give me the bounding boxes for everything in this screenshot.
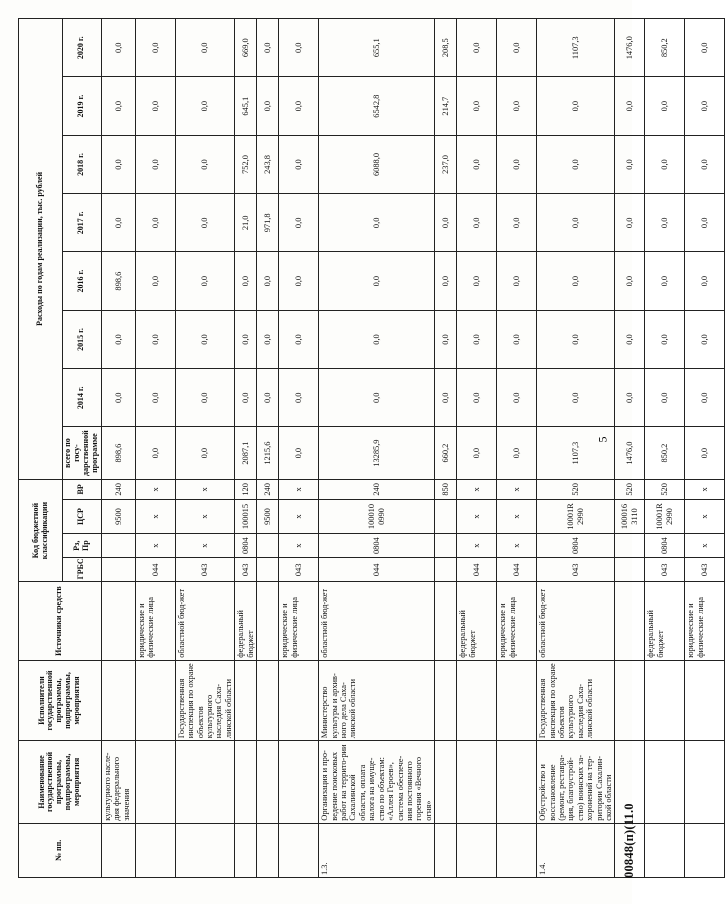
cell-vr: х xyxy=(685,479,725,499)
cell-total: 0,0 xyxy=(135,427,175,479)
cell-name xyxy=(685,741,725,823)
cell-num xyxy=(257,823,279,877)
cell-name xyxy=(457,741,497,823)
cell-executor xyxy=(497,660,537,740)
cell-num: 1.3. xyxy=(319,823,435,877)
cell-csr: 9500 xyxy=(101,499,135,533)
cell-year-value: 0,0 xyxy=(175,369,234,427)
cell-csr: х xyxy=(279,499,319,533)
cell-csr: х xyxy=(685,499,725,533)
cell-year-value: 0,0 xyxy=(457,369,497,427)
cell-year-value: 0,0 xyxy=(319,369,435,427)
cell-year-value: 0,0 xyxy=(135,369,175,427)
cell-year-value: 0,0 xyxy=(435,310,457,368)
table-row xyxy=(101,19,135,878)
cell-name: Организация и про-ведение поисковых работ на террито-рии Сахалинской области, оплата налога на имуще-ство по объектам: «Аллея Героев», система обеспече-ния постоянного горения «Вечного огня» xyxy=(319,741,435,823)
cell-year-value: 0,0 xyxy=(537,194,615,252)
cell-year-value: 0,0 xyxy=(175,310,234,368)
cell-year-value: 0,0 xyxy=(497,310,537,368)
header-vr: ВР xyxy=(63,479,102,499)
cell-executor xyxy=(135,660,175,740)
cell-year-value: 0,0 xyxy=(497,369,537,427)
cell-name xyxy=(435,741,457,823)
table-row xyxy=(257,19,279,878)
cell-num xyxy=(645,823,685,877)
cell-year-value: 0,0 xyxy=(457,135,497,193)
cell-total: 0,0 xyxy=(457,427,497,479)
cell-name: культурного насле-дия федерального значения xyxy=(101,741,135,823)
cell-vr: 520 xyxy=(615,479,645,499)
cell-executor xyxy=(279,660,319,740)
cell-year-value: 0,0 xyxy=(101,77,135,135)
cell-executor: Государственная инспекция по охране объектов культурного наследия Саха-линской области xyxy=(537,660,615,740)
cell-year-value: 0,0 xyxy=(645,77,685,135)
header-source: Источники средств xyxy=(19,582,102,660)
cell-source: юридические и физические лица xyxy=(497,582,537,660)
cell-year-value: 0,0 xyxy=(279,310,319,368)
cell-year-value: 0,0 xyxy=(685,77,725,135)
cell-year-value: 0,0 xyxy=(175,135,234,193)
cell-rzpr: х xyxy=(457,534,497,558)
cell-year-value: 0,0 xyxy=(497,252,537,310)
cell-year-value: 0,0 xyxy=(497,19,537,78)
cell-year-value: 0,0 xyxy=(279,77,319,135)
cell-csr: х xyxy=(497,499,537,533)
cell-csr xyxy=(435,499,457,533)
cell-year-value: 0,0 xyxy=(537,252,615,310)
cell-source xyxy=(257,582,279,660)
cell-csr: 10001R 2990 xyxy=(645,499,685,533)
cell-year-value: 0,0 xyxy=(537,369,615,427)
cell-year-value: 0,0 xyxy=(457,194,497,252)
header-name: Наименование государственной программы, подпрограммы, мероприятия xyxy=(19,741,102,823)
cell-csr: 100016 3110 xyxy=(615,499,645,533)
cell-year-value: 0,0 xyxy=(319,310,435,368)
cell-year-value: 0,0 xyxy=(135,252,175,310)
cell-total: 660,2 xyxy=(435,427,457,479)
cell-source: юридические и физические лица xyxy=(279,582,319,660)
cell-year-value: 0,0 xyxy=(645,194,685,252)
table-row xyxy=(457,19,497,878)
cell-year-value: 0,0 xyxy=(101,194,135,252)
cell-vr: х xyxy=(175,479,234,499)
cell-name: Обустройство и восстановление (ремонт, реставра-ция, благоустрой-ство) воинских за-хоронений на тер-ритории Сахалин-ской области xyxy=(537,741,615,823)
cell-year-value: 971,8 xyxy=(257,194,279,252)
cell-executor xyxy=(615,660,645,740)
cell-source xyxy=(615,582,645,660)
cell-year-value: 0,0 xyxy=(279,252,319,310)
cell-vr: х xyxy=(135,479,175,499)
cell-grbs xyxy=(435,558,457,582)
cell-year-value: 0,0 xyxy=(257,369,279,427)
cell-year-value: 0,0 xyxy=(279,135,319,193)
cell-year-value: 0,0 xyxy=(685,252,725,310)
table-row xyxy=(319,19,435,878)
cell-grbs: 043 xyxy=(279,558,319,582)
cell-total: 0,0 xyxy=(497,427,537,479)
cell-year-value: 0,0 xyxy=(135,310,175,368)
cell-name xyxy=(257,741,279,823)
cell-year-value: 0,0 xyxy=(537,135,615,193)
cell-grbs: 043 xyxy=(175,558,234,582)
cell-source xyxy=(101,582,135,660)
cell-source: областной бюд-жет xyxy=(537,582,615,660)
cell-total: 0,0 xyxy=(685,427,725,479)
cell-vr: х xyxy=(279,479,319,499)
cell-num xyxy=(497,823,537,877)
cell-name xyxy=(497,741,537,823)
cell-executor: Государственная инспекция по охране объектов культурного наследия Саха-линской области xyxy=(175,660,234,740)
cell-year-value: 645,1 xyxy=(235,77,257,135)
cell-source: федеральный бюджет xyxy=(235,582,257,660)
page-number: 5 xyxy=(595,436,610,443)
cell-year-value: 0,0 xyxy=(175,19,234,78)
cell-year-value: 0,0 xyxy=(319,252,435,310)
cell-year-value: 0,0 xyxy=(457,310,497,368)
cell-rzpr: х xyxy=(279,534,319,558)
cell-year-value: 0,0 xyxy=(537,77,615,135)
cell-year-value: 0,0 xyxy=(685,369,725,427)
cell-source: областной бюд-жет xyxy=(319,582,435,660)
budget-table xyxy=(18,18,725,878)
table-row xyxy=(685,19,725,878)
cell-grbs xyxy=(101,558,135,582)
cell-executor xyxy=(457,660,497,740)
cell-grbs: 043 xyxy=(235,558,257,582)
cell-rzpr: х xyxy=(135,534,175,558)
cell-year-value: 0,0 xyxy=(645,252,685,310)
cell-csr: 10001R 2990 xyxy=(537,499,615,533)
header-total: всего по госу-дарственной программе xyxy=(63,427,102,479)
cell-year-value: 898,6 xyxy=(101,252,135,310)
cell-vr: х xyxy=(457,479,497,499)
cell-year-value: 0,0 xyxy=(457,77,497,135)
cell-total: 2087,1 xyxy=(235,427,257,479)
cell-vr: х xyxy=(497,479,537,499)
cell-name xyxy=(135,741,175,823)
cell-grbs: 044 xyxy=(497,558,537,582)
header-year: 2018 г. xyxy=(63,135,102,193)
cell-total: 0,0 xyxy=(175,427,234,479)
table-row xyxy=(175,19,234,878)
cell-year-value: 0,0 xyxy=(135,194,175,252)
cell-year-value: 0,0 xyxy=(101,369,135,427)
cell-total: 898,6 xyxy=(101,427,135,479)
cell-year-value: 0,0 xyxy=(615,252,645,310)
cell-year-value: 0,0 xyxy=(435,252,457,310)
header-year: 2020 г. xyxy=(63,19,102,78)
cell-executor xyxy=(685,660,725,740)
cell-total: 850,2 xyxy=(645,427,685,479)
cell-total: 13285,9 xyxy=(319,427,435,479)
cell-num: 1.4. xyxy=(537,823,615,877)
cell-executor: Министерство культуры и архив-ного дела Саха-линской области xyxy=(319,660,435,740)
cell-num xyxy=(685,823,725,877)
cell-num xyxy=(279,823,319,877)
cell-num xyxy=(457,823,497,877)
table-row xyxy=(135,19,175,878)
cell-num xyxy=(435,823,457,877)
header-csr: ЦСР xyxy=(63,499,102,533)
header-grbs: ГРБС xyxy=(63,558,102,582)
cell-year-value: 0,0 xyxy=(235,310,257,368)
cell-name xyxy=(279,741,319,823)
table-row xyxy=(537,19,615,878)
cell-rzpr xyxy=(615,534,645,558)
rotated-page-content xyxy=(18,18,710,878)
cell-num xyxy=(135,823,175,877)
cell-source: федеральный бюджет xyxy=(457,582,497,660)
cell-vr: 520 xyxy=(537,479,615,499)
cell-year-value: 850,2 xyxy=(645,19,685,78)
cell-vr: 850 xyxy=(435,479,457,499)
cell-year-value: 0,0 xyxy=(685,310,725,368)
cell-grbs xyxy=(615,558,645,582)
cell-vr: 240 xyxy=(257,479,279,499)
table-row xyxy=(497,19,537,878)
cell-grbs: 044 xyxy=(457,558,497,582)
table-row xyxy=(645,19,685,878)
cell-grbs: 043 xyxy=(537,558,615,582)
table-body xyxy=(101,19,725,878)
header-num: № пп. xyxy=(19,823,102,877)
cell-num xyxy=(175,823,234,877)
cell-executor xyxy=(101,660,135,740)
cell-year-value: 0,0 xyxy=(135,77,175,135)
cell-csr: 100015 xyxy=(235,499,257,533)
cell-rzpr: 0804 xyxy=(319,534,435,558)
cell-year-value: 669,0 xyxy=(235,19,257,78)
cell-vr: 120 xyxy=(235,479,257,499)
cell-year-value: 21,0 xyxy=(235,194,257,252)
cell-num xyxy=(101,823,135,877)
cell-year-value: 0,0 xyxy=(497,135,537,193)
cell-name xyxy=(235,741,257,823)
cell-num xyxy=(235,823,257,877)
cell-year-value: 0,0 xyxy=(101,310,135,368)
cell-year-value: 243,8 xyxy=(257,135,279,193)
cell-csr: х xyxy=(457,499,497,533)
cell-csr: х xyxy=(175,499,234,533)
cell-name xyxy=(175,741,234,823)
cell-year-value: 0,0 xyxy=(497,77,537,135)
cell-source xyxy=(435,582,457,660)
cell-year-value: 0,0 xyxy=(279,369,319,427)
cell-year-value: 0,0 xyxy=(135,19,175,78)
cell-year-value: 0,0 xyxy=(235,369,257,427)
cell-year-value: 0,0 xyxy=(615,135,645,193)
cell-total: 1215,6 xyxy=(257,427,279,479)
table-row xyxy=(235,19,257,878)
cell-rzpr: 0804 xyxy=(235,534,257,558)
cell-executor xyxy=(257,660,279,740)
cell-year-value: 0,0 xyxy=(175,194,234,252)
cell-year-value: 0,0 xyxy=(685,19,725,78)
cell-vr: 240 xyxy=(101,479,135,499)
cell-csr: 9500 xyxy=(257,499,279,533)
cell-rzpr: х xyxy=(685,534,725,558)
cell-year-value: 0,0 xyxy=(175,252,234,310)
cell-year-value: 0,0 xyxy=(537,310,615,368)
cell-total: 1107,3 xyxy=(537,427,615,479)
cell-year-value: 0,0 xyxy=(257,77,279,135)
header-year: 2017 г. xyxy=(63,194,102,252)
cell-csr: х xyxy=(135,499,175,533)
cell-year-value: 0,0 xyxy=(615,310,645,368)
cell-year-value: 752,0 xyxy=(235,135,257,193)
cell-year-value: 0,0 xyxy=(101,19,135,78)
cell-executor xyxy=(645,660,685,740)
header-expenses: Расходы по годам реализации, тыс. рублей xyxy=(19,19,63,480)
table-row xyxy=(615,19,645,878)
cell-year-value: 6088,0 xyxy=(319,135,435,193)
header-year: 2016 г. xyxy=(63,252,102,310)
cell-vr: 520 xyxy=(645,479,685,499)
cell-year-value: 6542,8 xyxy=(319,77,435,135)
table-row xyxy=(435,19,457,878)
cell-rzpr xyxy=(101,534,135,558)
cell-total: 0,0 xyxy=(279,427,319,479)
table-row xyxy=(279,19,319,878)
cell-csr: 100010 0990 xyxy=(319,499,435,533)
cell-grbs: 044 xyxy=(135,558,175,582)
cell-year-value: 0,0 xyxy=(319,194,435,252)
cell-year-value: 0,0 xyxy=(645,310,685,368)
cell-year-value: 0,0 xyxy=(645,369,685,427)
cell-year-value: 0,0 xyxy=(175,77,234,135)
header-year: 2014 г. xyxy=(63,369,102,427)
cell-year-value: 0,0 xyxy=(615,194,645,252)
cell-year-value: 0,0 xyxy=(457,19,497,78)
cell-source: юридические и физические лица xyxy=(135,582,175,660)
cell-executor xyxy=(435,660,457,740)
cell-grbs: 043 xyxy=(685,558,725,582)
cell-year-value: 0,0 xyxy=(101,135,135,193)
header-year: 2015 г. xyxy=(63,310,102,368)
document-code: 00848(п)(11.0 xyxy=(622,803,636,878)
cell-year-value: 0,0 xyxy=(435,369,457,427)
cell-rzpr: х xyxy=(497,534,537,558)
cell-year-value: 0,0 xyxy=(135,135,175,193)
cell-grbs xyxy=(257,558,279,582)
cell-year-value: 0,0 xyxy=(685,135,725,193)
cell-year-value: 0,0 xyxy=(435,194,457,252)
cell-source: юридические и физические лица xyxy=(685,582,725,660)
cell-year-value: 655,1 xyxy=(319,19,435,78)
cell-year-value: 208,5 xyxy=(435,19,457,78)
cell-rzpr xyxy=(257,534,279,558)
cell-year-value: 0,0 xyxy=(615,77,645,135)
cell-name xyxy=(645,741,685,823)
cell-year-value: 0,0 xyxy=(279,19,319,78)
cell-year-value: 214,7 xyxy=(435,77,457,135)
cell-year-value: 0,0 xyxy=(257,310,279,368)
header-executor: Исполнители государственной программы, подпрограммы, мероприятия xyxy=(19,660,102,740)
header-budget-code: Код бюджетной классификации xyxy=(19,479,63,582)
cell-year-value: 237,0 xyxy=(435,135,457,193)
cell-rzpr: х xyxy=(175,534,234,558)
cell-source: областной бюд-жет xyxy=(175,582,234,660)
cell-year-value: 0,0 xyxy=(279,194,319,252)
cell-year-value: 0,0 xyxy=(615,369,645,427)
cell-grbs: 044 xyxy=(319,558,435,582)
header-rzpr: Рз, Пр xyxy=(63,534,102,558)
cell-year-value: 0,0 xyxy=(685,194,725,252)
cell-year-value: 0,0 xyxy=(497,194,537,252)
cell-grbs: 043 xyxy=(645,558,685,582)
cell-rzpr xyxy=(435,534,457,558)
cell-total: 1476,0 xyxy=(615,427,645,479)
cell-year-value: 0,0 xyxy=(235,252,257,310)
cell-year-value: 0,0 xyxy=(257,19,279,78)
cell-rzpr: 0804 xyxy=(537,534,615,558)
cell-year-value: 0,0 xyxy=(645,135,685,193)
cell-executor xyxy=(235,660,257,740)
cell-rzpr: 0804 xyxy=(645,534,685,558)
cell-source: федеральный бюджет xyxy=(645,582,685,660)
cell-year-value: 0,0 xyxy=(257,252,279,310)
header-year: 2019 г. xyxy=(63,77,102,135)
cell-year-value: 0,0 xyxy=(457,252,497,310)
cell-vr: 240 xyxy=(319,479,435,499)
cell-year-value: 1107,3 xyxy=(537,19,615,78)
cell-year-value: 1476,0 xyxy=(615,19,645,78)
